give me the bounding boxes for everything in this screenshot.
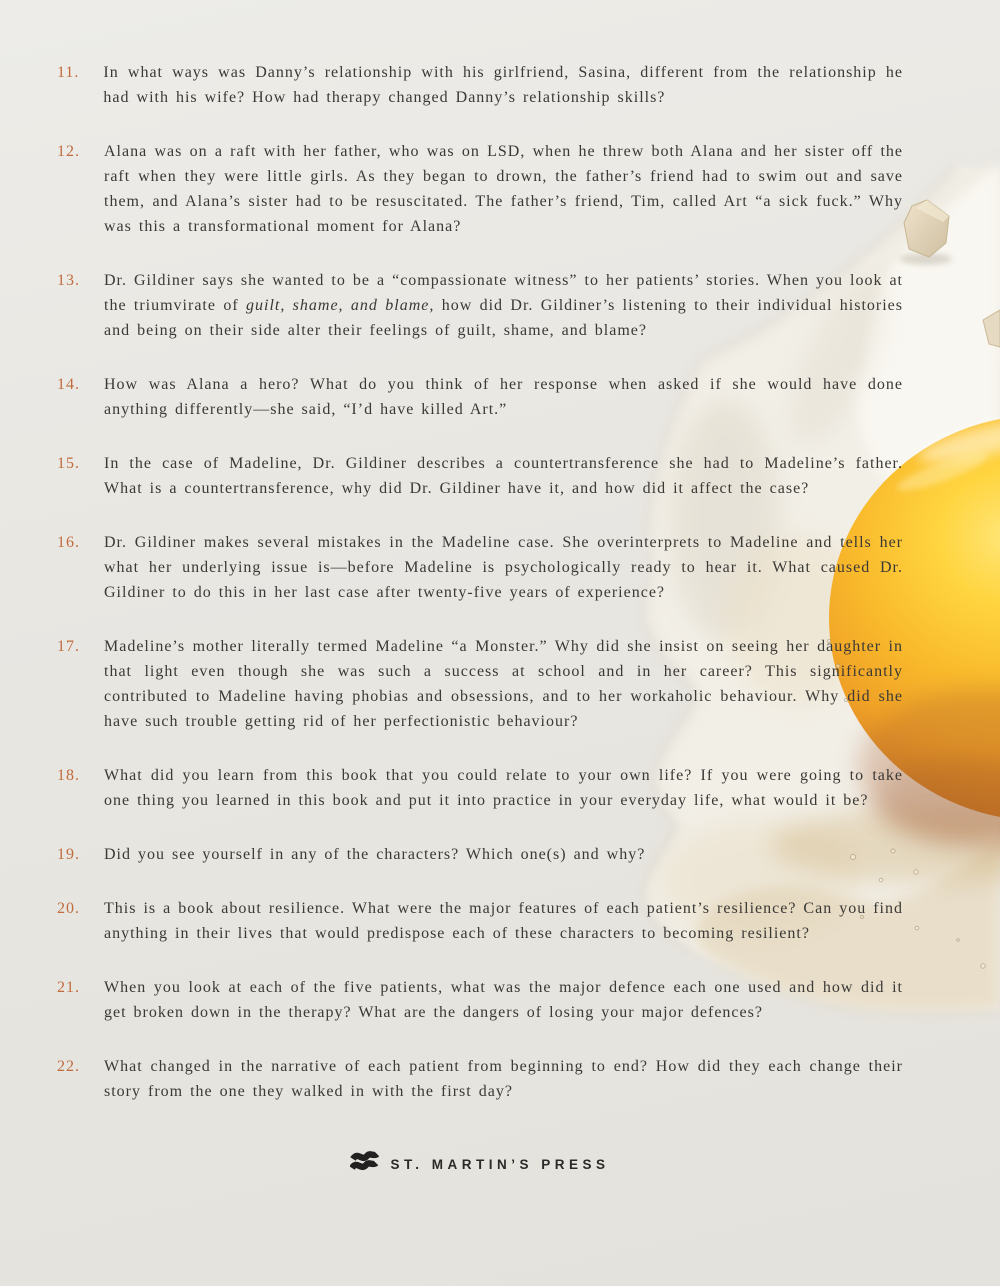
question-text: In what ways was Danny’s relationship with his girlfriend, Sasina, different from the relationship he had with his wife? How had therapy changed Danny’s relationship skills?	[103, 64, 903, 106]
publisher-name: ST. MARTIN’S PRESS	[390, 1157, 610, 1172]
question-number: 22.	[57, 1058, 80, 1075]
question-text: When you look at each of the five patients, what was the major defence each one used and how did it get broken down in the therapy? What are the dangers of losing your major defences?	[104, 979, 903, 1021]
question-item-17	[57, 634, 903, 734]
question-text	[104, 268, 903, 343]
question-item-18	[57, 763, 903, 813]
question-number: 11.	[57, 64, 80, 81]
question-item-20	[57, 896, 903, 946]
question-number: 13.	[57, 272, 80, 289]
question-number: 15.	[57, 455, 80, 472]
question-item-14	[57, 372, 903, 422]
question-item-21	[57, 975, 903, 1025]
question-text: Did you see yourself in any of the characters? Which one(s) and why?	[104, 846, 646, 863]
question-text: What did you learn from this book that you could relate to your own life? If you were going to take one thing you learned in this book and put it into practice in your everyday life, what would it be?	[104, 767, 903, 809]
st-martins-waves-icon	[350, 1150, 379, 1177]
question-text: Dr. Gildiner makes several mistakes in the Madeline case. She overinterprets to Madeline and tells her what her underlying issue is—before Madeline is psychologically ready to hear it. What caused Dr. Gildiner to do this in her last case after twenty-five years of experience?	[104, 534, 903, 601]
question-number: 16.	[57, 534, 80, 551]
question-item-22	[57, 1054, 903, 1104]
question-number: 21.	[57, 979, 80, 996]
question-item-13	[57, 268, 903, 343]
question-text: How was Alana a hero? What do you think of her response when asked if she would have done anything differently—she said, “I’d have killed Art.”	[104, 376, 903, 418]
question-number: 17.	[57, 638, 80, 655]
question-text: What changed in the narrative of each patient from beginning to end? How did they each change their story from the one they walked in with the first day?	[104, 1058, 903, 1100]
question-text: Alana was on a raft with her father, who was on LSD, when he threw both Alana and her sister off the raft when they were little girls. As they began to drown, the father’s friend had to swim out and save them, and Alana’s sister had to be resuscitated. The father’s friend, Tim, called Art “a sick fuck.” Why was this a transformational moment for Alana?	[104, 143, 903, 235]
question-item-12	[57, 139, 903, 239]
question-text: Madeline’s mother literally termed Madeline “a Monster.” Why did she insist on seeing her daughter in that light even though she was such a success at school and in her career? This significantly contributed to Madeline having phobias and obsessions, and to her workaholic behaviour. Why did she have such trouble getting rid of her perfectionistic behaviour?	[104, 638, 903, 730]
question-list	[57, 60, 903, 1104]
question-text-segment: how did Dr. Gildiner’s listening to their individual histories and being on their side alter their feelings of guilt, shame, and blame?	[104, 297, 904, 339]
question-text-segment: Dr. Gildiner says she wanted to be a “compassionate witness” to her patients’ stories. When you look at the triumvirate of	[104, 272, 903, 314]
question-number: 12.	[57, 143, 80, 160]
publisher-logo	[57, 1150, 903, 1177]
question-item-19	[57, 842, 903, 867]
question-text-italic-segment: guilt, shame, and blame,	[246, 297, 435, 314]
question-item-16	[57, 530, 903, 605]
question-number: 18.	[57, 767, 80, 784]
question-item-11	[57, 60, 903, 110]
question-number: 19.	[57, 846, 80, 863]
question-item-15	[57, 451, 903, 501]
question-number: 14.	[57, 376, 80, 393]
question-text: This is a book about resilience. What were the major features of each patient’s resilience? Can you find anything in their lives that would predispose each of these characters to becoming resilient?	[104, 900, 903, 942]
question-number: 20.	[57, 900, 80, 917]
question-text: In the case of Madeline, Dr. Gildiner describes a countertransference she had to Madeline’s father. What is a countertransference, why did Dr. Gildiner have it, and how did it affect the case?	[104, 455, 903, 497]
